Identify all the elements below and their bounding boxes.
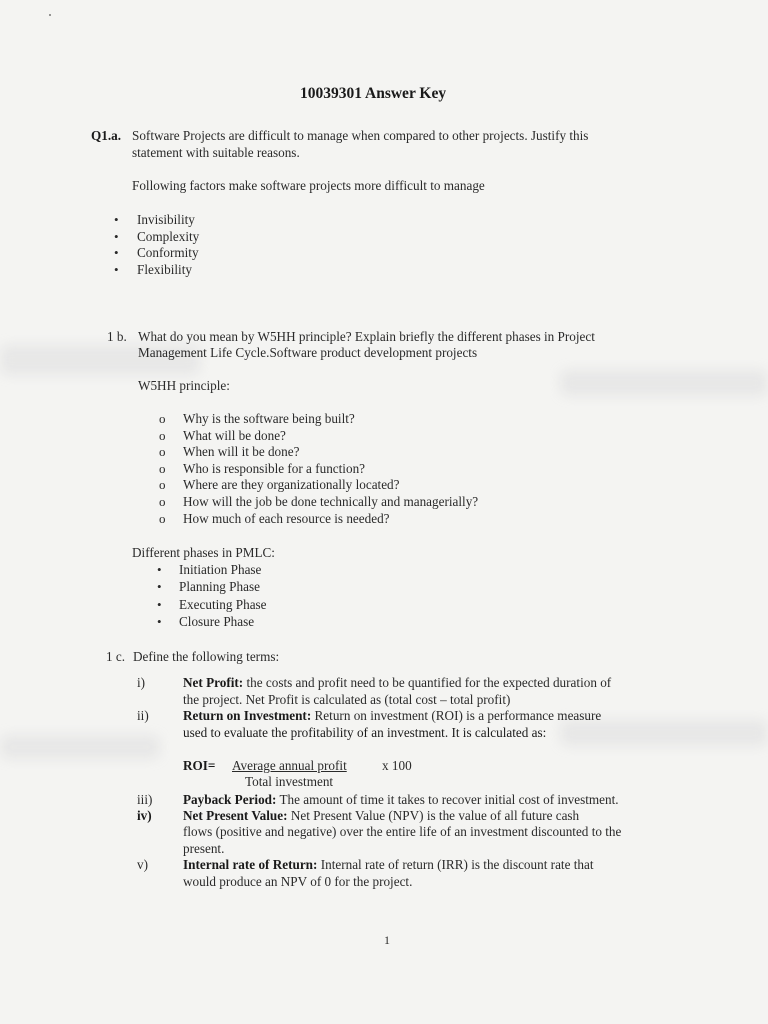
term-definition-line: would produce an NPV of 0 for the project.	[183, 874, 413, 889]
term-definition-line: the project. Net Profit is calculated as (total cost – total profit)	[183, 692, 511, 707]
circle-bullet-icon: o	[159, 511, 166, 526]
term-number: iv)	[137, 808, 152, 823]
page-title: 10039301 Answer Key	[300, 85, 447, 102]
list-item: Flexibility	[137, 262, 192, 277]
term-label: Net Profit:	[183, 675, 244, 690]
term-definition: Return on investment (ROI) is a performance measure	[314, 708, 602, 723]
list-item: Where are they organizationally located?	[183, 477, 400, 492]
list-item: Why is the software being built?	[183, 411, 355, 426]
list-item: Who is responsible for a function?	[183, 461, 366, 476]
bullet-icon: •	[114, 212, 119, 227]
q1c-number: 1 c.	[106, 649, 126, 664]
list-item: Closure Phase	[179, 614, 255, 629]
term-definition: Internal rate of return (IRR) is the discount rate that	[320, 857, 594, 872]
term-label: Internal rate of Return:	[183, 857, 318, 872]
q1b-question-line2: Management Life Cycle.Software product development projects	[138, 345, 478, 360]
term-number: ii)	[137, 708, 149, 723]
circle-bullet-icon: o	[159, 411, 166, 426]
term-label: Payback Period:	[183, 792, 277, 807]
list-item: Conformity	[137, 245, 199, 260]
bullet-icon: •	[114, 245, 119, 260]
page-number: 1	[384, 933, 390, 947]
bullet-icon: •	[157, 614, 162, 629]
bullet-icon: •	[157, 562, 162, 577]
bullet-icon: •	[157, 597, 162, 612]
term-definition-line: used to evaluate the profitability of an investment. It is calculated as:	[183, 725, 547, 740]
term-number: i)	[137, 675, 146, 690]
list-item: How will the job be done technically and managerially?	[183, 494, 479, 509]
term-definition: the costs and profit need to be quantified for the expected duration of	[246, 675, 612, 690]
q1b-question-line1: What do you mean by W5HH principle? Explain briefly the different phases in Project	[138, 329, 595, 344]
circle-bullet-icon: o	[159, 428, 166, 443]
bullet-icon: •	[114, 229, 119, 244]
term-label: Net Present Value:	[183, 808, 288, 823]
list-item: Executing Phase	[179, 597, 267, 612]
term-definition: The amount of time it takes to recover initial cost of investment.	[279, 792, 619, 807]
q1a-intro: Following factors make software projects more difficult to manage	[132, 178, 485, 193]
term-roi	[183, 708, 601, 725]
list-item: How much of each resource is needed?	[183, 511, 390, 526]
term-payback-period	[183, 792, 619, 809]
list-item: Complexity	[137, 229, 200, 244]
list-item: Invisibility	[137, 212, 195, 227]
scan-speck	[49, 14, 51, 16]
q1a-question-line1: Software Projects are difficult to manage when compared to other projects. Justify this	[132, 128, 589, 143]
scan-smudge	[560, 370, 768, 396]
term-definition-line: flows (positive and negative) over the entire life of an investment discounted to the	[183, 824, 622, 839]
q1c-question: Define the following terms:	[133, 649, 280, 664]
bullet-icon: •	[157, 579, 162, 594]
roi-label: ROI=	[183, 758, 216, 773]
list-item: What will be done?	[183, 428, 286, 443]
term-definition: Net Present Value (NPV) is the value of all future cash	[290, 808, 580, 823]
roi-denominator: Total investment	[245, 774, 334, 789]
q1a-question-line2: statement with suitable reasons.	[132, 145, 300, 160]
phases-heading: Different phases in PMLC:	[132, 545, 275, 560]
roi-numerator: Average annual profit	[232, 758, 347, 773]
circle-bullet-icon: o	[159, 494, 166, 509]
circle-bullet-icon: o	[159, 477, 166, 492]
q1b-number: 1 b.	[107, 329, 127, 344]
roi-multiplier: x 100	[382, 758, 412, 773]
circle-bullet-icon: o	[159, 461, 166, 476]
list-item: Planning Phase	[179, 579, 260, 594]
list-item: Initiation Phase	[179, 562, 262, 577]
bullet-icon: •	[114, 262, 119, 277]
term-net-profit	[183, 675, 611, 692]
w5hh-heading: W5HH principle:	[138, 378, 230, 393]
list-item: When will it be done?	[183, 444, 300, 459]
term-number: v)	[137, 857, 148, 872]
term-irr	[183, 857, 594, 874]
q1a-number: Q1.a.	[91, 128, 122, 143]
circle-bullet-icon: o	[159, 444, 166, 459]
scan-smudge	[0, 735, 160, 759]
term-label: Return on Investment:	[183, 708, 312, 723]
term-number: iii)	[137, 792, 153, 807]
term-npv	[183, 808, 579, 825]
term-definition-line: present.	[183, 841, 225, 856]
